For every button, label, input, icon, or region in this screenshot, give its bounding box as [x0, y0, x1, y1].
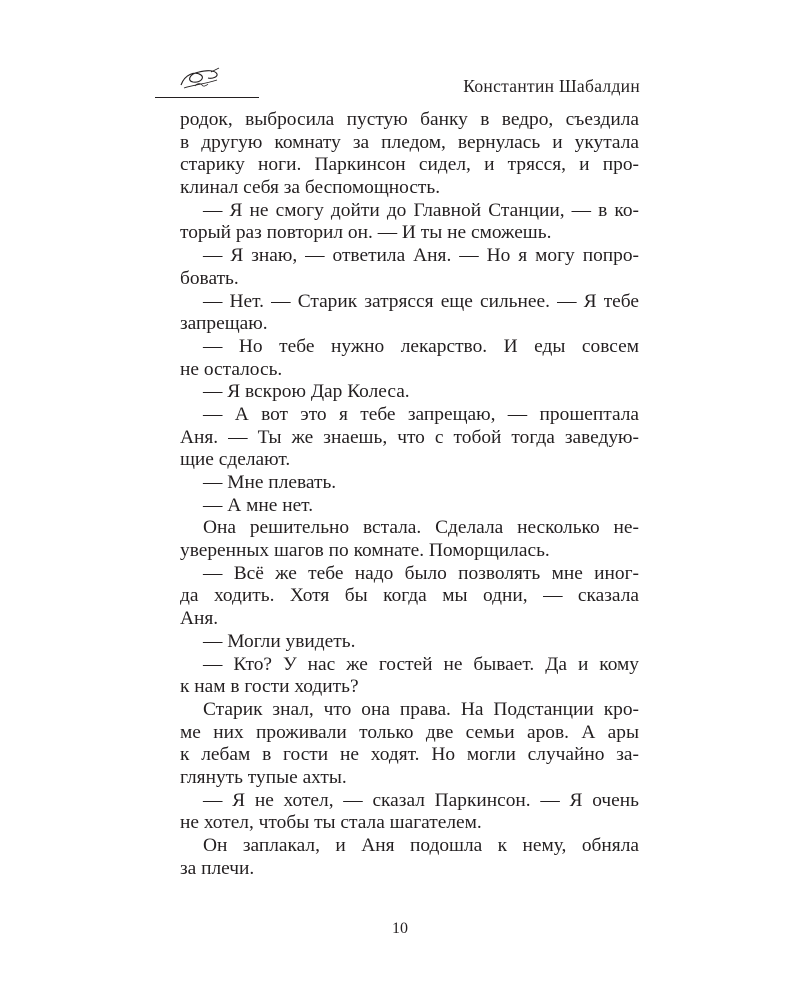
text-line: глянуть тупые ахты. — [180, 766, 347, 788]
text-line: Аня. — Ты же знаешь, что с тобой тогда заведую- — [180, 426, 639, 448]
text-line: Старик знал, что она права. На Подстанции кро- — [203, 698, 639, 720]
running-head: Константин Шабалдин — [463, 76, 640, 96]
text-line: да ходить. Хотя бы когда мы одни, — сказала — [180, 585, 639, 607]
text-line: старику ноги. Паркинсон сидел, и трясся, и про- — [180, 154, 639, 176]
text-line: не осталось. — [180, 358, 283, 380]
text-line: — А мне нет. — [203, 494, 314, 516]
text-line: к лебам в гости не ходят. Но могли случайно за- — [180, 744, 639, 766]
text-line: — Могли увидеть. — [203, 630, 356, 652]
text-line: родок, выбросила пустую банку в ведро, съездила — [180, 109, 639, 130]
text-line: щие сделают. — [180, 449, 291, 471]
text-line: — Кто? У нас же гостей не бывает. Да и кому — [203, 653, 639, 675]
text-line: — Нет. — Старик затрясся еще сильнее. — Я тебе — [203, 290, 639, 312]
text-line: — Я вскрою Дар Колеса. — [203, 381, 410, 403]
text-line: — Но тебе нужно лекарство. И еды совсем — [203, 335, 639, 357]
text-line: торый раз повторил он. — И ты не сможешь. — [180, 222, 552, 244]
text-line: в другую комнату за пледом, вернулась и укутала — [180, 131, 639, 153]
text-line: — Мне плевать. — [203, 472, 337, 493]
text-line: — Я не хотел, — сказал Паркинсон. — Я очень — [203, 789, 639, 811]
text-line: запрещаю. — [180, 313, 268, 335]
body-text — [180, 109, 639, 880]
text-line: не хотел, чтобы ты стала шагателем. — [180, 812, 482, 834]
text-line: Он заплакал, и Аня подошла к нему, обняла — [203, 835, 639, 856]
text-line: — Я не смогу дойти до Главной Станции, — в ко- — [203, 199, 639, 221]
header-rule — [155, 97, 259, 98]
text-line: — Я знаю, — ответила Аня. — Но я могу попро- — [203, 245, 639, 267]
text-line: — А вот это я тебе запрещаю, — прошептала — [203, 403, 639, 425]
text-line: Аня. — [180, 608, 219, 630]
page-number: 10 — [392, 920, 408, 937]
page-header — [155, 66, 640, 100]
text-line: к нам в гости ходить? — [180, 676, 359, 698]
text-line: клинал себя за беспомощность. — [180, 177, 441, 199]
text-line: бовать. — [180, 267, 239, 289]
text-line: — Всё же тебе надо было позволять мне иног- — [203, 562, 639, 584]
text-line: Она решительно встала. Сделала несколько не- — [203, 517, 639, 539]
publisher-logo-icon — [175, 66, 223, 94]
text-line: за плечи. — [180, 857, 255, 879]
text-line: ме них проживали только две семьи аров. А ары — [180, 721, 639, 743]
text-line: уверенных шагов по комнате. Поморщилась. — [180, 540, 550, 562]
